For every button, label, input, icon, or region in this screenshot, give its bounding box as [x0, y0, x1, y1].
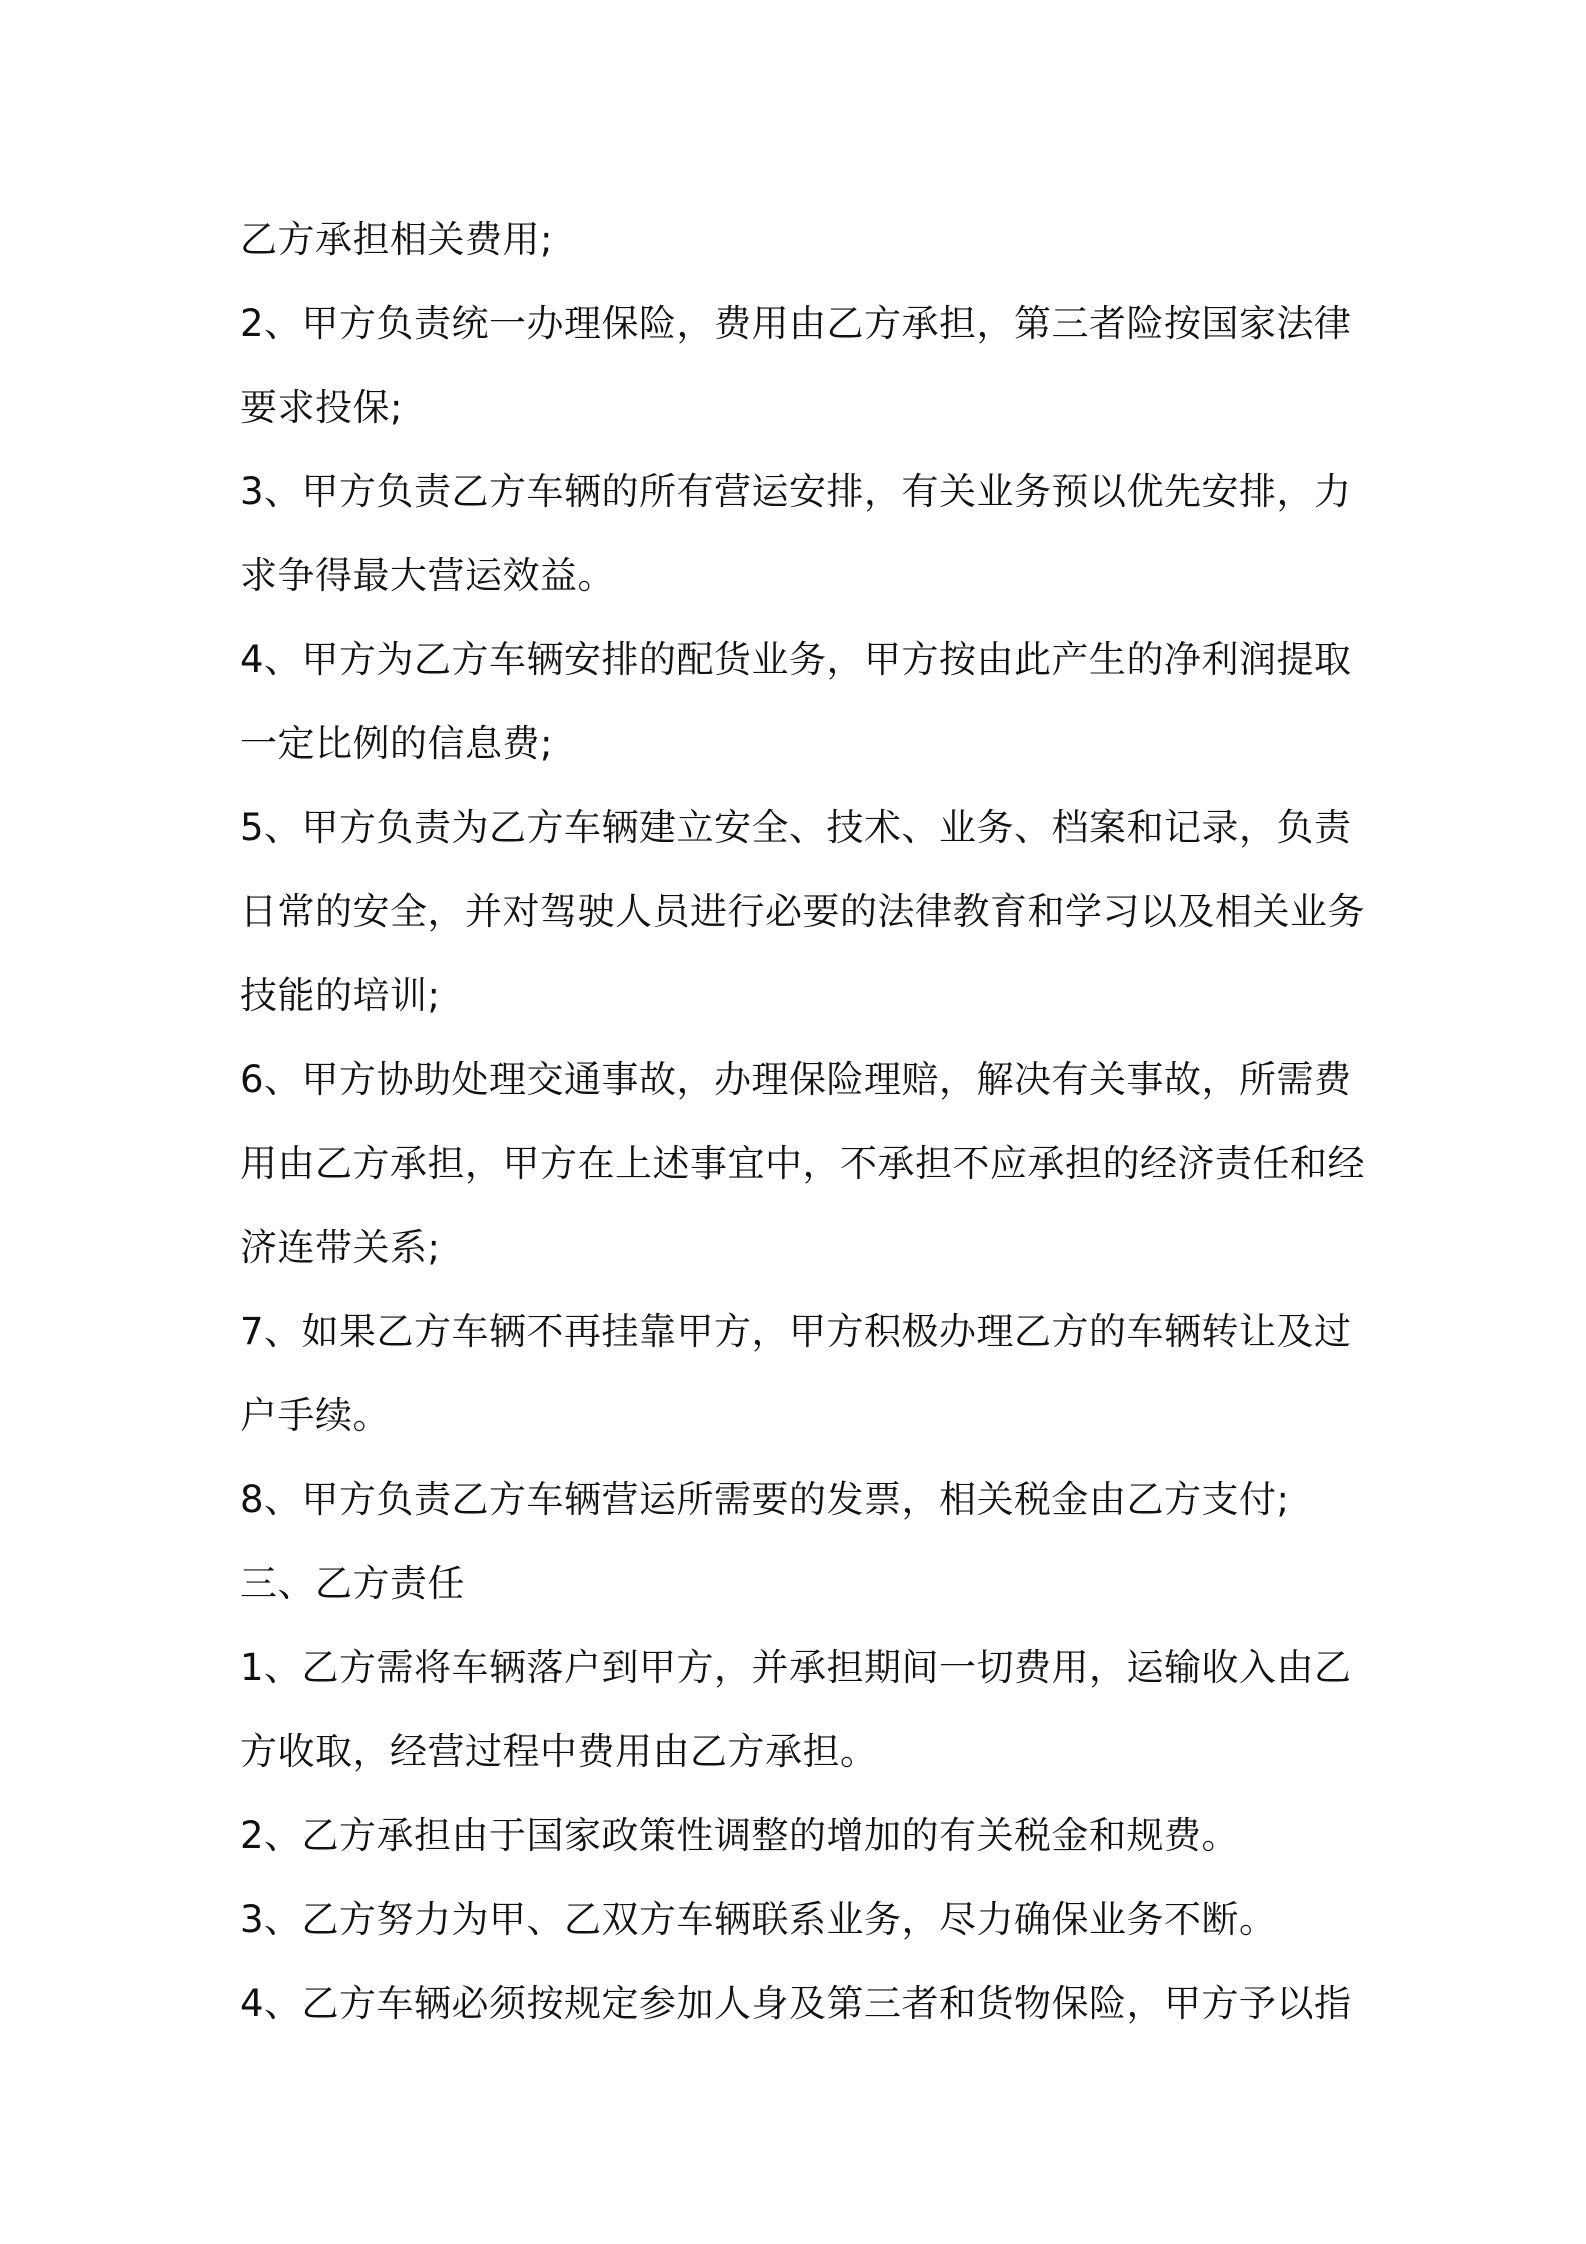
text-line: 7、如果乙方车辆不再挂靠甲方，甲方积极办理乙方的车辆转让及过	[240, 1310, 1352, 1353]
text-line: 济连带关系;	[240, 1226, 441, 1269]
text-line: 用由乙方承担，甲方在上述事宜中，不承担不应承担的经济责任和经	[240, 1142, 1365, 1185]
text-line: 3、甲方负责乙方车辆的所有营运安排，有关业务预以优先安排，力	[240, 470, 1352, 513]
text-line: 8、甲方负责乙方车辆营运所需要的发票，相关税金由乙方支付;	[240, 1478, 1290, 1521]
text-line: 4、甲方为乙方车辆安排的配货业务，甲方按由此产生的净利润提取	[240, 638, 1352, 681]
text-line: 一定比例的信息费;	[240, 722, 553, 765]
text-line: 要求投保;	[240, 386, 403, 429]
text-line: 5、甲方负责为乙方车辆建立安全、技术、业务、档案和记录，负责	[240, 806, 1352, 849]
text-line: 方收取，经营过程中费用由乙方承担。	[240, 1730, 878, 1773]
section-heading: 三、乙方责任	[240, 1562, 465, 1605]
text-line: 日常的安全，并对驾驶人员进行必要的法律教育和学习以及相关业务	[240, 890, 1365, 933]
document-body	[240, 198, 1365, 2046]
text-line: 技能的培训;	[240, 974, 441, 1017]
text-line: 乙方承担相关费用;	[240, 218, 553, 261]
text-line: 2、乙方承担由于国家政策性调整的增加的有关税金和规费。	[240, 1814, 1240, 1857]
text-line: 6、甲方协助处理交通事故，办理保险理赔，解决有关事故，所需费	[240, 1058, 1352, 1101]
text-line: 2、甲方负责统一办理保险，费用由乙方承担，第三者险按国家法律	[240, 302, 1352, 345]
text-line: 3、乙方努力为甲、乙双方车辆联系业务，尽力确保业务不断。	[240, 1898, 1277, 1941]
text-line: 4、乙方车辆必须按规定参加人身及第三者和货物保险，甲方予以指	[240, 1982, 1352, 2025]
text-line: 求争得最大营运效益。	[240, 554, 615, 597]
text-line: 户手续。	[240, 1394, 390, 1437]
text-line: 1、乙方需将车辆落户到甲方，并承担期间一切费用，运输收入由乙	[240, 1646, 1352, 1689]
